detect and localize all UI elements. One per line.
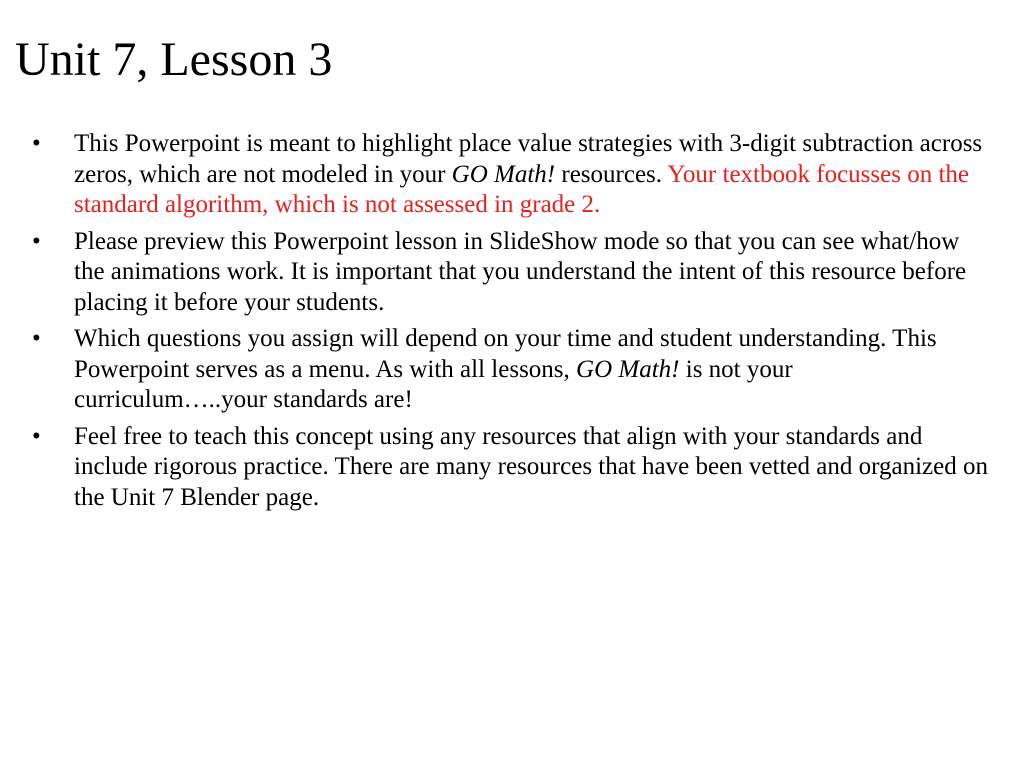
bullet-item-resources [30,422,990,514]
bullet-item-preview [30,227,990,319]
bullet-icon: • [32,227,41,255]
go-math-reference: GO Math! [451,160,556,188]
bullet-text: This Powerpoint is meant to highlight place value strategies with 3-digit subtraction across zeros, which are not modeled in your [74,130,983,188]
bullet-list [30,129,990,519]
bullet-text-continued: resources. [555,160,668,188]
bullet-text: Please preview this Powerpoint lesson in SlideShow mode so that you can see what/how the animations work. It is important that you understand the intent of this resource before placing it before your students. [74,227,967,316]
slide-title: Unit 7, Lesson 3 [15,33,333,86]
bullet-icon: • [32,325,41,352]
bullet-icon: • [32,130,41,157]
bullet-item-purpose [30,129,990,221]
bullet-item-questions [30,324,990,416]
bullet-text: Feel free to teach this concept using any resources that align with your standards and include rigorous practice. There are many resources that have been vetted and organized on the Unit 7 Blender page. [74,422,988,511]
bullet-text-continued: is not your curriculum…..your standards are! [74,355,793,413]
bullet-icon: • [32,422,41,450]
bullet-text: Which questions you assign will depend on your time and student understanding. This Powerpoint serves as a menu. As with all lessons, [74,325,937,383]
highlighted-note: Your textbook focusses on the standard algorithm, which is not assessed in grade 2. [74,160,969,218]
go-math-reference: GO Math! [576,355,680,383]
